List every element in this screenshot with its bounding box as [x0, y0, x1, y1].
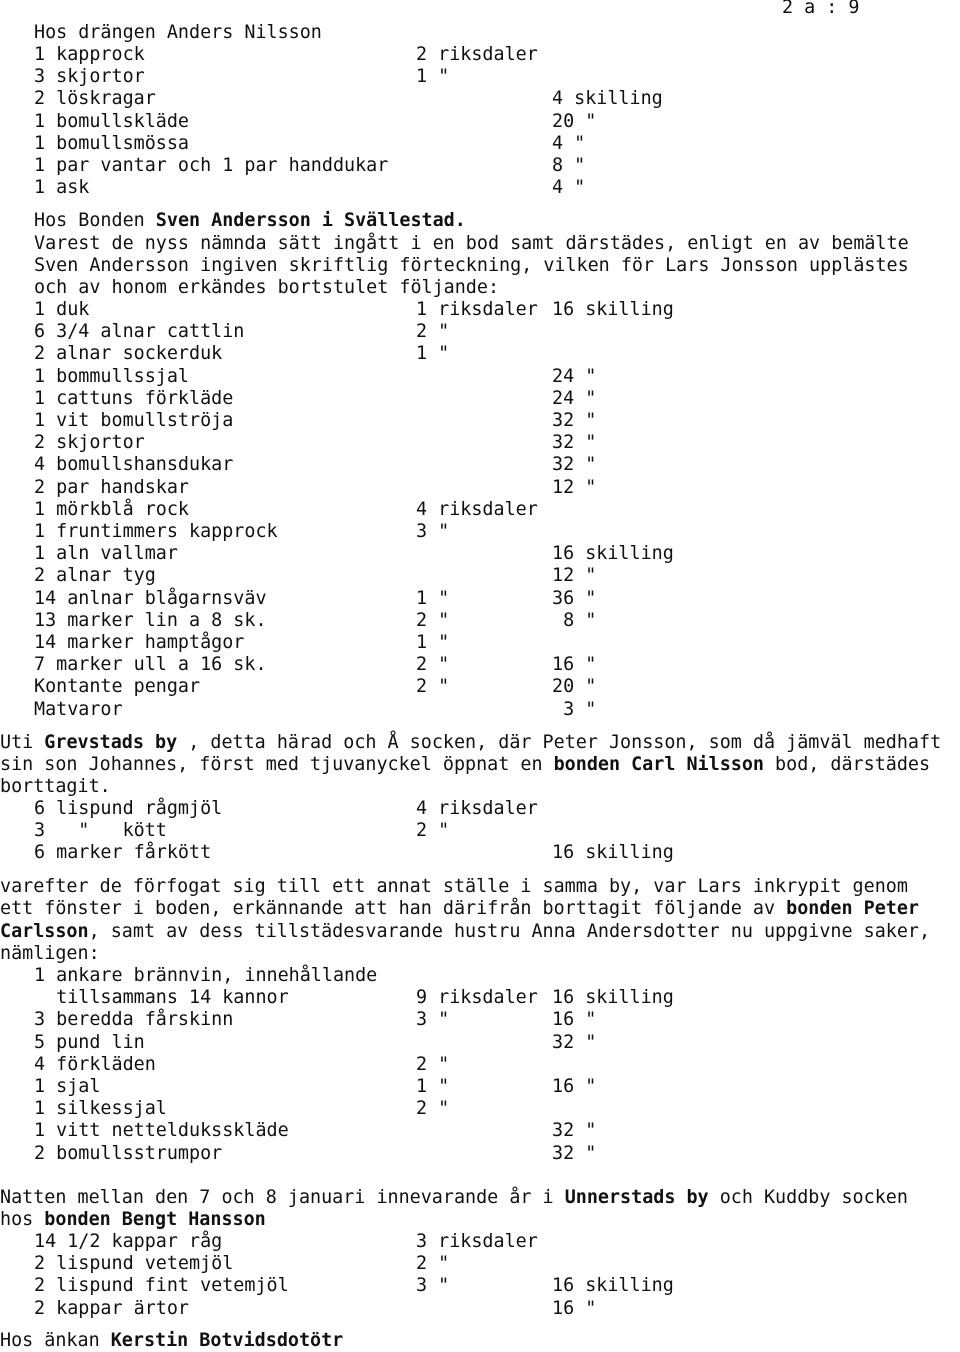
item-description: 1 kapprock	[34, 44, 145, 65]
value-skilling: 16 skilling	[552, 543, 674, 565]
place-name-bold: Unnerstads by	[564, 1187, 709, 1208]
paragraph-line	[0, 1187, 908, 1209]
value-riksdaler: 3 "	[416, 1275, 450, 1297]
value-riksdaler: 2 "	[416, 609, 450, 631]
paragraph-line: nämligen:	[0, 943, 100, 964]
value-skilling: 16 skilling	[552, 987, 674, 1009]
item-description: 6 lispund rågmjöl	[34, 798, 223, 819]
item-description: 13 marker lin a 8 sk.	[34, 609, 267, 631]
value-riksdaler: 2 riksdaler	[416, 44, 538, 65]
text-run: Natten mellan den 7 och 8 januari innevarande år i	[0, 1187, 565, 1208]
item-description: 1 mörkblå rock	[34, 498, 190, 520]
value-riksdaler: 2 "	[416, 1098, 450, 1120]
item-description: 14 marker hamptågor	[34, 632, 245, 653]
value-skilling: 8 "	[552, 609, 597, 631]
person-name-bold: bonden Bengt Hansson	[44, 1209, 266, 1230]
paragraph-line	[0, 732, 941, 754]
item-description: Matvaror	[34, 698, 123, 720]
value-riksdaler: 2 "	[416, 820, 450, 842]
value-riksdaler: 2 "	[416, 676, 450, 698]
value-skilling: 12 "	[552, 476, 597, 498]
person-name-bold: Kerstin Botvidsdotötr	[110, 1330, 344, 1351]
paragraph-line: varefter de förfogat sig till ett annat ställe i samma by, var Lars inkrypit genom	[0, 876, 908, 897]
heading-prefix: Hos Bonden	[34, 210, 156, 231]
value-skilling: 24 "	[552, 387, 597, 409]
value-skilling: 16 "	[552, 1076, 597, 1097]
value-skilling: 32 "	[552, 1120, 597, 1142]
value-skilling: 32 "	[552, 432, 597, 454]
text-run: , samt av dess tillstädesvarande hustru Anna Andersdotter nu uppgivne saker,	[88, 921, 931, 942]
item-description: 2 alnar tyg	[34, 565, 156, 587]
paragraph-line	[0, 1209, 266, 1231]
value-skilling: 20 "	[552, 676, 597, 698]
item-description: 4 förkläden	[34, 1053, 156, 1075]
page-number: 2 a : 9	[782, 0, 860, 18]
value-riksdaler: 3 "	[416, 521, 450, 542]
text-run: Uti	[0, 732, 45, 753]
item-description: 5 pund lin	[34, 1031, 145, 1053]
value-riksdaler: 4 riksdaler	[416, 498, 538, 520]
item-description: 1 vitt nettelduksskläde	[34, 1120, 289, 1142]
text-run: sin son Johannes, först med tjuvanyckel öppnat en	[0, 754, 554, 775]
place-name-bold: Grevstads by	[44, 732, 178, 753]
value-riksdaler: 1 "	[416, 66, 450, 88]
item-description: 1 sjal	[34, 1076, 101, 1097]
value-riksdaler: 2 "	[416, 321, 450, 343]
paragraph-line: borttagit.	[0, 776, 111, 797]
item-description: Kontante pengar	[34, 676, 201, 698]
item-description: tillsammans 14 kannor	[34, 987, 289, 1009]
item-description: 3 " kött	[34, 820, 167, 842]
item-description: 1 duk	[34, 299, 90, 320]
value-riksdaler: 4 riksdaler	[416, 798, 538, 819]
text-run: ett fönster i boden, erkännande att han därifrån borttagit följande av	[0, 898, 787, 919]
paragraph-line: Sven Andersson ingiven skriftlig förteckning, vilken för Lars Jonsson upplästes	[34, 255, 909, 276]
paragraph-line: och av honom erkändes bortstulet följande:	[34, 277, 500, 298]
value-skilling: 36 "	[552, 587, 597, 609]
item-description: 1 silkessjal	[34, 1098, 167, 1120]
item-description: 1 bommullssjal	[34, 365, 190, 387]
text-run: bod, därstädes	[763, 754, 931, 775]
value-skilling: 3 "	[552, 698, 597, 720]
value-riksdaler: 1 "	[416, 343, 450, 365]
item-description: 2 par handskar	[34, 476, 190, 498]
text-run: , detta härad och Å socken, där Peter Jonsson, som då jämväl medhaft	[177, 732, 942, 753]
item-description: 7 marker ull a 16 sk.	[34, 654, 267, 676]
value-skilling: 16 "	[552, 1009, 597, 1031]
item-description: 1 par vantar och 1 par handdukar	[34, 155, 389, 176]
value-skilling: 32 "	[552, 1142, 597, 1164]
item-description: 4 bomullshansdukar	[34, 454, 234, 476]
item-description: 2 skjortor	[34, 432, 145, 454]
value-skilling: 16 "	[552, 654, 597, 676]
value-skilling: 16 skilling	[552, 842, 674, 864]
item-description: 6 3/4 alnar cattlin	[34, 321, 245, 343]
value-riksdaler: 2 "	[416, 654, 450, 676]
item-description: 2 löskragar	[34, 88, 156, 110]
section-heading-sven-andersson	[34, 210, 466, 232]
value-riksdaler: 3 riksdaler	[416, 1231, 538, 1252]
item-description: 3 skjortor	[34, 66, 145, 88]
value-skilling: 16 "	[552, 1297, 597, 1319]
section-heading-anders-nilsson: Hos drängen Anders Nilsson	[34, 22, 322, 43]
item-description: 1 ankare brännvin, innehållande	[34, 965, 378, 986]
value-riksdaler: 9 riksdaler	[416, 987, 538, 1009]
value-skilling: 8 "	[552, 155, 586, 176]
item-description: 14 anlnar blågarnsväv	[34, 587, 267, 609]
text-run: hos	[0, 1209, 45, 1230]
item-description: 2 lispund fint vetemjöl	[34, 1275, 289, 1297]
text-run: och Kuddby socken	[708, 1187, 908, 1208]
heading-name-bold: Sven Andersson i Svällestad.	[155, 210, 466, 231]
person-name-bold: bonden Carl Nilsson	[553, 754, 764, 775]
person-name-bold: bonden Peter	[786, 898, 919, 919]
paragraph-line	[0, 754, 930, 776]
item-description: 1 aln vallmar	[34, 543, 178, 565]
value-riksdaler: 1 riksdaler	[416, 299, 538, 320]
value-skilling: 32 "	[552, 410, 597, 431]
item-description: 1 vit bomullströja	[34, 410, 234, 431]
value-skilling: 16 skilling	[552, 299, 674, 320]
value-skilling: 12 "	[552, 565, 597, 587]
item-description: 2 bomullsstrumpor	[34, 1142, 223, 1164]
value-skilling: 24 "	[552, 365, 597, 387]
item-description: 1 fruntimmers kapprock	[34, 521, 278, 542]
value-skilling: 4 "	[552, 177, 586, 199]
item-description: 1 cattuns förkläde	[34, 387, 234, 409]
value-riksdaler: 1 "	[416, 587, 450, 609]
value-riksdaler: 1 "	[416, 632, 450, 653]
item-description: 2 lispund vetemjöl	[34, 1253, 234, 1275]
paragraph-line	[0, 921, 930, 943]
item-description: 2 kappar ärtor	[34, 1297, 190, 1319]
item-description: 1 ask	[34, 177, 90, 199]
value-skilling: 32 "	[552, 454, 597, 476]
item-description: 3 beredda fårskinn	[34, 1009, 234, 1031]
item-description: 1 bomullsmössa	[34, 132, 190, 154]
value-riksdaler: 2 "	[416, 1253, 450, 1275]
item-description: 14 1/2 kappar råg	[34, 1231, 223, 1252]
item-description: 6 marker fårkött	[34, 842, 212, 864]
value-skilling: 16 skilling	[552, 1275, 674, 1297]
value-riksdaler: 1 "	[416, 1076, 450, 1097]
paragraph-line: Varest de nyss nämnda sätt ingått i en bod samt därstädes, enligt en av bemälte	[34, 233, 909, 254]
paragraph-line	[0, 898, 919, 920]
item-description: 2 alnar sockerduk	[34, 343, 223, 365]
person-name-bold: Carlsson	[0, 921, 89, 942]
item-description: 1 bomullskläde	[34, 110, 190, 132]
value-skilling: 4 "	[552, 132, 586, 154]
text-run: Hos änkan	[0, 1330, 111, 1351]
value-riksdaler: 3 "	[416, 1009, 450, 1031]
value-skilling: 4 skilling	[552, 88, 663, 110]
value-skilling: 20 "	[552, 110, 597, 132]
value-riksdaler: 2 "	[416, 1053, 450, 1075]
value-skilling: 32 "	[552, 1031, 597, 1053]
